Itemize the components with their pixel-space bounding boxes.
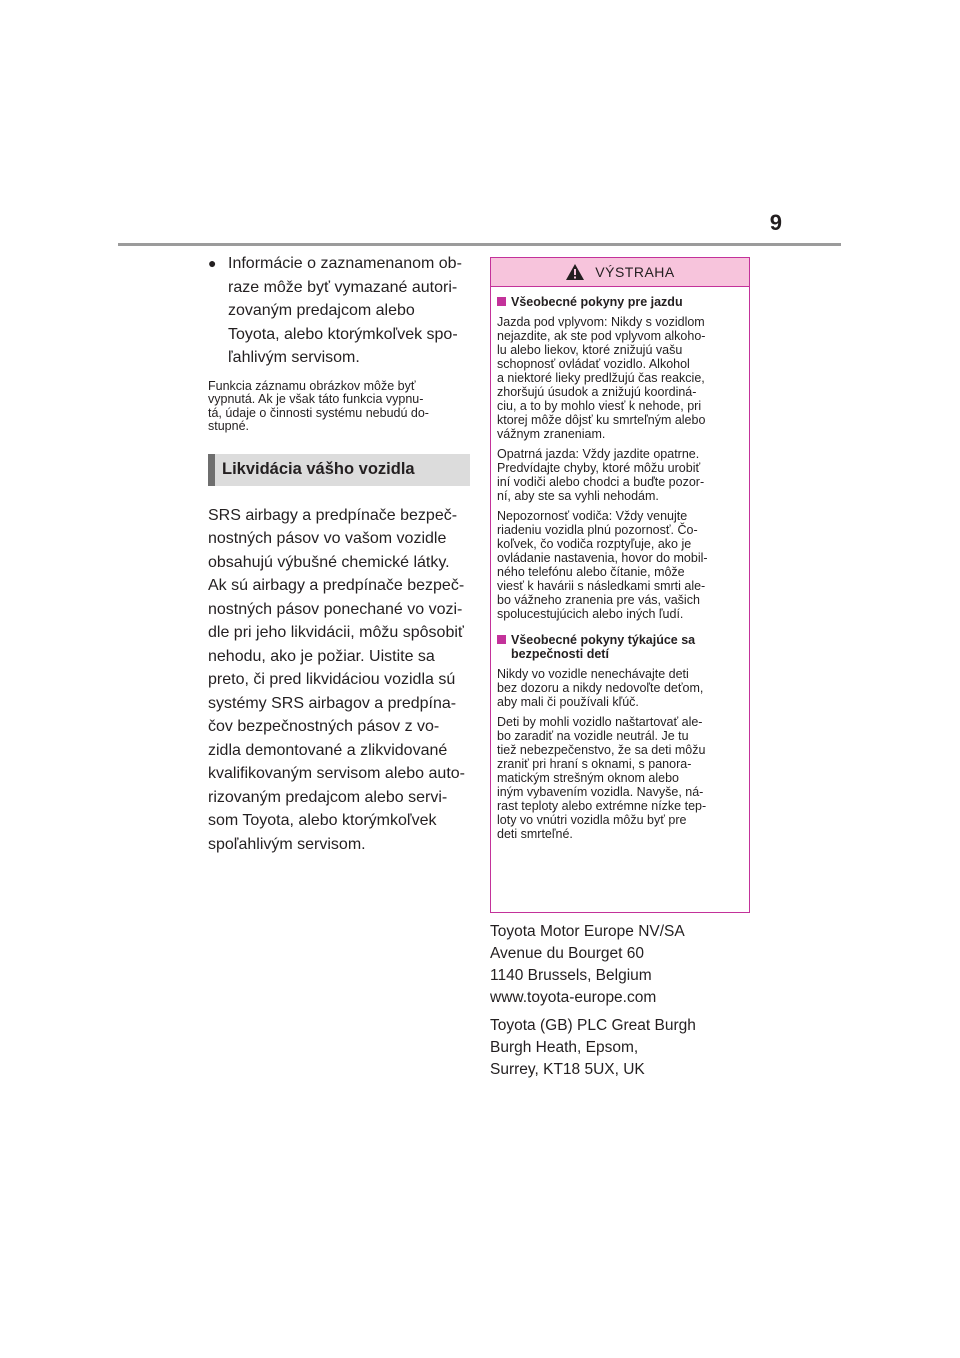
warning-paragraph: Deti by mohli vozidlo naštartovať ale- bo zaradiť na vozidle neutrál. Je tu tiež nebezpečenstvo, že sa deti môžu zraniť pri hraní s oknami, s panora- matickým strešným oknom alebo iným vybavením vozidla. Navyše, ná- rast teploty alebo extrémne nízke tep- loty vo vnútri vozidla môžu byť pre deti smrteľné.: [497, 715, 707, 841]
square-bullet-icon: [497, 297, 506, 306]
warning-paragraph: Opatrná jazda: Vždy jazdite opatrne. Predvídajte chyby, ktoré môžu urobiť iní vodiči alebo chodci a buďte pozor- ní, aby ste sa vyhli nehodám.: [497, 447, 705, 503]
square-bullet-icon: [497, 635, 506, 644]
warning-subhead-driving: [497, 295, 743, 309]
section-heading-disposal: [208, 454, 470, 486]
section-heading-text: Likvidácia vášho vozidla: [222, 460, 415, 478]
bullet-text: Informácie o zaznamenanom ob- raze môže byť vymazané autori- zovaným predajcom alebo Toyota, alebo ktorýmkoľvek spo- ľahlivým servisom.: [228, 255, 462, 366]
bullet-dot-icon: ●: [208, 255, 217, 271]
header-rule: [118, 243, 841, 246]
warning-title: VÝSTRAHA: [595, 264, 675, 280]
left-column: [208, 252, 470, 856]
disposal-paragraph: SRS airbagy a predpínače bezpeč- nostných pásov vo vašom vozidle obsahujú výbušné chemické látky. Ak sú airbagy a predpínače bezpeč- nostných pásov ponechané vo vozi- dle pri jeho likvidácii, môžu spôsobiť nehodu, ako je požiar. Uistite sa preto, či pred likvidáciou vozidla sú systémy SRS airbagov a predpína- čov bezpečnostných pásov z vo- zidla demontované a zlikvidované kvalifikovaným servisom alebo auto- rizovaným predajcom alebo servi- som Toyota, alebo ktorýmkoľvek spoľahlivým servisom.: [208, 506, 465, 853]
page-number: 9: [769, 210, 782, 235]
warning-subhead-children: [497, 633, 743, 661]
warning-subhead-text: Všeobecné pokyny týkajúce sa bezpečnosti detí: [511, 633, 696, 661]
warning-paragraph: Jazda pod vplyvom: Nikdy s vozidlom nejazdite, ak ste pod vplyvom alkoho- lu alebo liekov, ktoré znižujú vašu schopnosť ovládať vozidlo. Alkohol a niektoré lieky predlžujú čas reakcie, zhoršujú úsudok a znižujú koordiná- ciu, a to by mohlo viesť k nehode, pri ktorej môže dôjsť ku smrteľným alebo vážnym zraneniam.: [497, 315, 706, 441]
warning-box: [490, 257, 750, 913]
right-column: [490, 257, 752, 1081]
address-toyota-europe: Toyota Motor Europe NV/SA Avenue du Bourget 60 1140 Brussels, Belgium www.toyota-europe.com: [490, 923, 685, 1006]
warning-paragraph: Nikdy vo vozidle nenechávajte deti bez dozoru a nikdy nedovoľte deťom, aby mali či používali kľúč.: [497, 667, 704, 709]
warning-subhead-text: Všeobecné pokyny pre jazdu: [511, 295, 683, 309]
warning-triangle-icon: [565, 263, 585, 281]
image-recording-note: Funkcia záznamu obrázkov môže byť vypnutá. Ak je však táto funkcia vypnu- tá, údaje o činnosti systému nebudú do- stupné.: [208, 378, 429, 433]
warning-header: [491, 258, 749, 287]
address-toyota-gb: Toyota (GB) PLC Great Burgh Burgh Heath, Epsom, Surrey, KT18 5UX, UK: [490, 1017, 696, 1078]
warning-body: [491, 287, 749, 841]
warning-paragraph: Nepozornosť vodiča: Vždy venujte riadeniu vozidla plnú pozornosť. Čo- koľvek, čo vodiča rozptyľuje, ako je ovládanie nastavenia, hovor do mobil- ného telefónu alebo čítanie, môže viesť k havárii s následkami smrti ale- bo vážneho zranenia pre vás, vašich spolucestujúcich alebo iných ľudí.: [497, 509, 708, 621]
bullet-item: [208, 252, 470, 370]
